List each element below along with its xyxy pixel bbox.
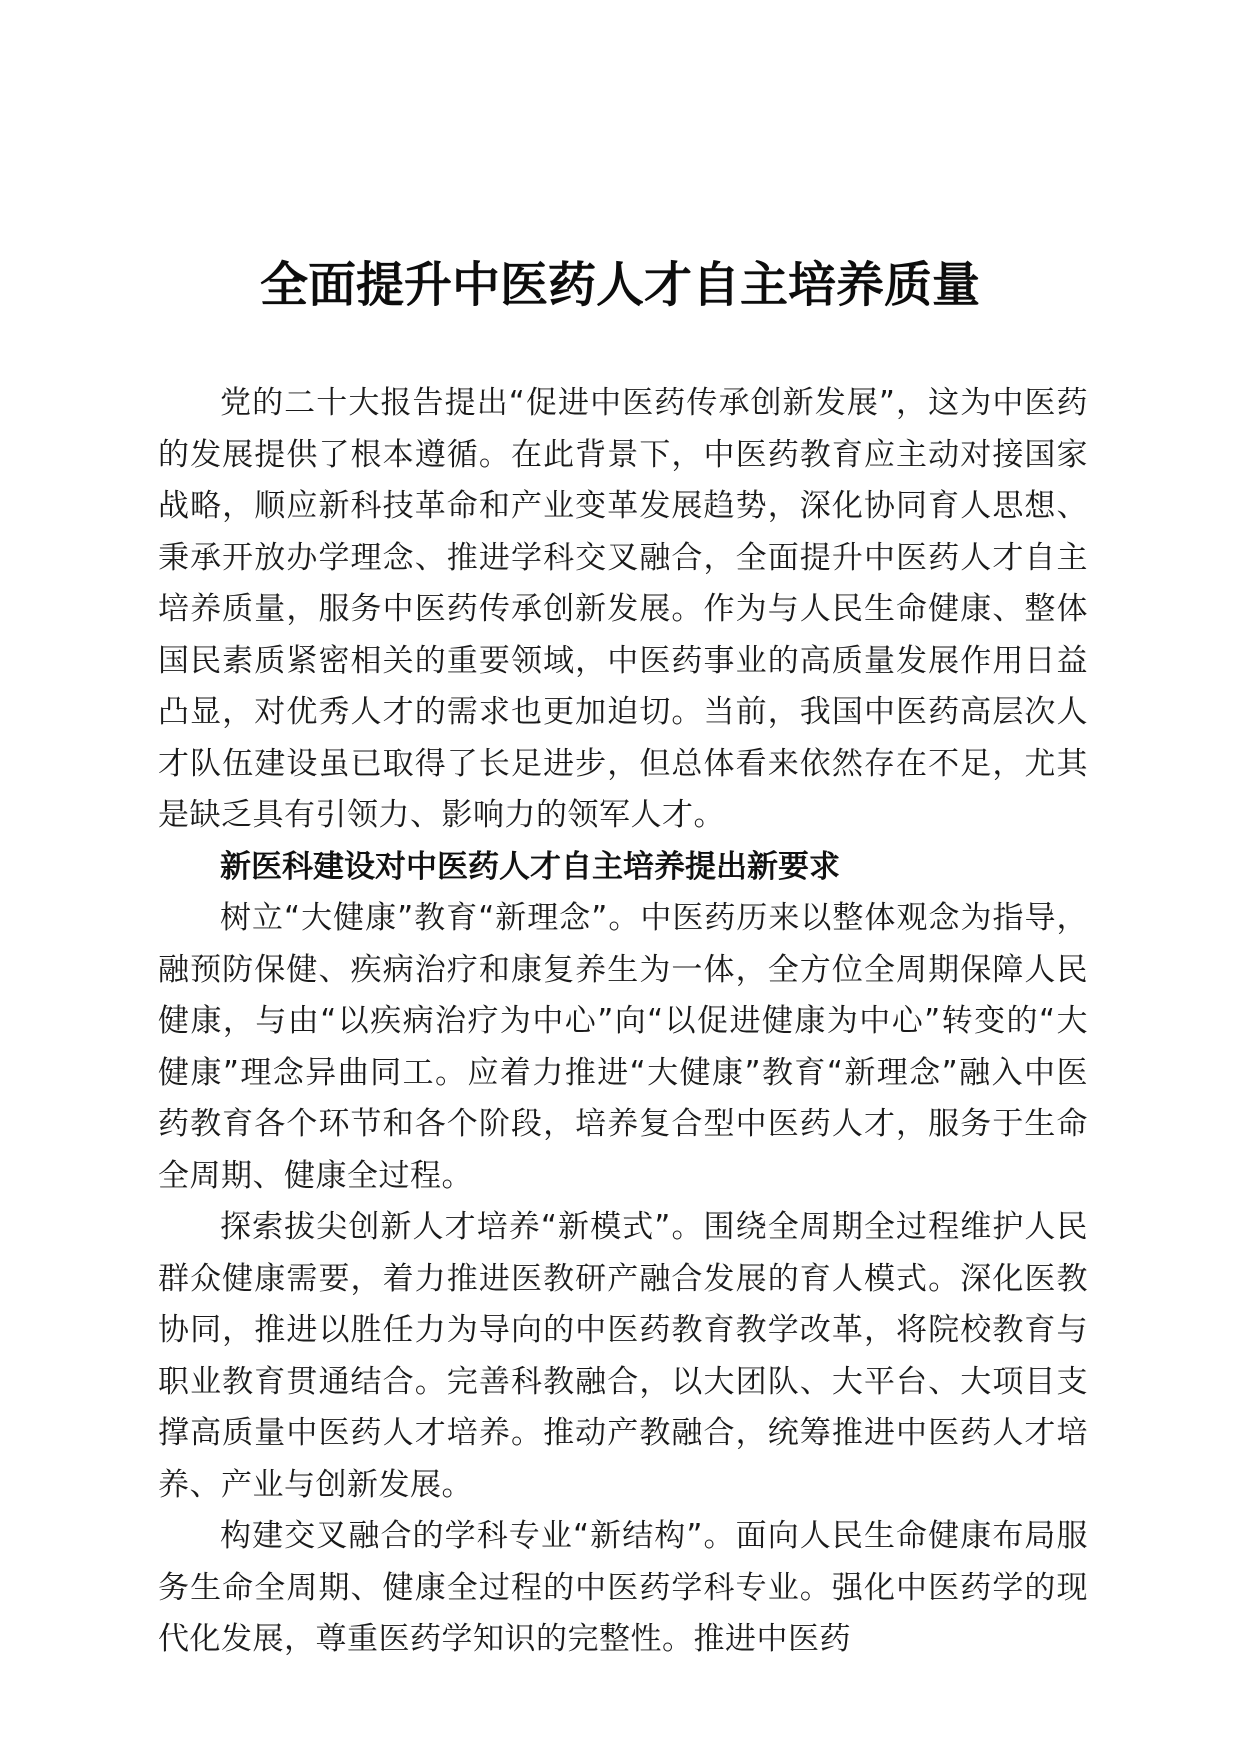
intro-paragraph: 党的二十大报告提出“促进中医药传承创新发展”，这为中医药的发展提供了根本遵循。在此背景下，中医药教育应主动对接国家战略，顺应新科技革命和产业变革发展趋势，深化协同育人思想、秉承开放办学理念、推进学科交叉融合，全面提升中医药人才自主培养质量，服务中医药传承创新发展。作为与人民生命健康、整体国民素质紧密相关的重要领域，中医药事业的高质量发展作用日益凸显，对优秀人才的需求也更加迫切。当前，我国中医药高层次人才队伍建设虽已取得了长足进步，但总体看来依然存在不足，尤其是缺乏具有引领力、影响力的领军人才。 [158,385,1088,833]
section-paragraph-2: 探索拔尖创新人才培养“新模式”。围绕全周期全过程维护人民群众健康需要，着力推进医教研产融合发展的育人模式。深化医教协同，推进以胜任力为导向的中医药教育教学改革，将院校教育与职业教育贯通结合。完善科教融合，以大团队、大平台、大项目支撑高质量中医药人才培养。推动产教融合，统筹推进中医药人才培养、产业与创新发展。 [158,1209,1088,1503]
document-title: 全面提升中医药人才自主培养质量 [259,257,980,313]
section-paragraph-3: 构建交叉融合的学科专业“新结构”。面向人民生命健康布局服务生命全周期、健康全过程的中医药学科专业。强化中医药学的现代化发展，尊重医药学知识的完整性。推进中医药 [158,1518,1088,1657]
section-heading: 新医科建设对中医药人才自主培养提出新要求 [220,848,840,885]
section-paragraph-1: 树立“大健康”教育“新理念”。中医药历来以整体观念为指导，融预防保健、疾病治疗和康复养生为一体，全方位全周期保障人民健康，与由“以疾病治疗为中心”向“以促进健康为中心”转变的“大健康”理念异曲同工。应着力推进“大健康”教育“新理念”融入中医药教育各个环节和各个阶段，培养复合型中医药人才，服务于生命全周期、健康全过程。 [158,900,1088,1194]
document-body [158,378,1088,1666]
